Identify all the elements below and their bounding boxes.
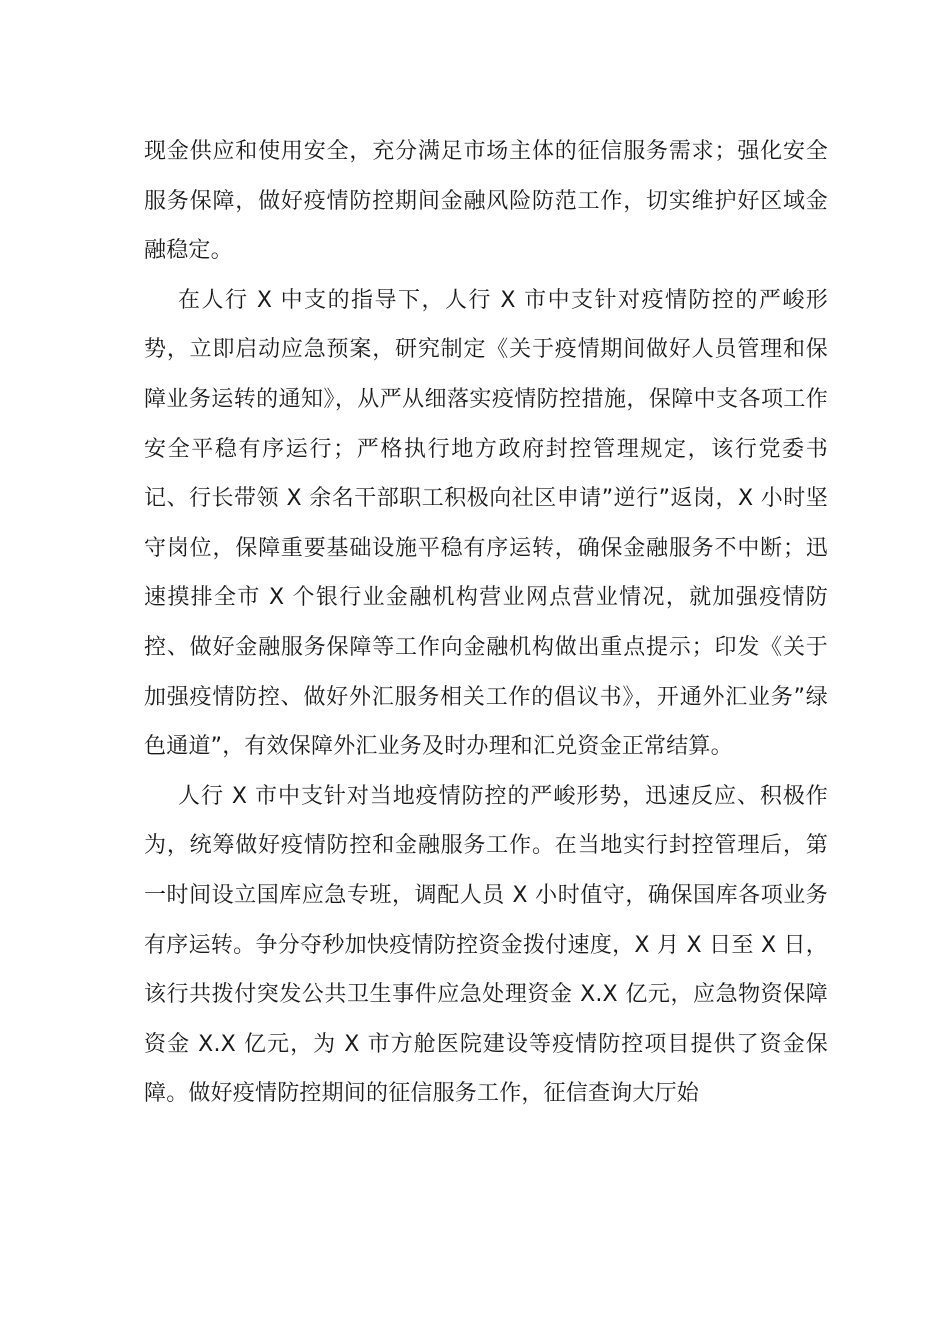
paragraph-3: 人行 X 市中支针对当地疫情防控的严峻形势，迅速反应、积极作为，统筹做好疫情防控和金融服务工作。在当地实行封控管理后，第一时间设立国库应急专班，调配人员 X 小时值守，确保国库各项业务有序运转。争分夺秒加快疫情防控资金拨付速度，X 月 X 日至 X 日，该行共拨付突发公共卫生事件应急处理资金 X.X 亿元，应急物资保障资金 X.X 亿元，为 X 市方舱医院建设等疫情防控项目提供了资金保障。做好疫情防控期间的征信服务工作，征信查询大厅始 — [144, 783, 828, 1107]
paragraph-2: 在人行 X 中支的指导下，人行 X 市中支针对疫情防控的严峻形势，立即启动应急预案，研究制定《关于疫情期间做好人员管理和保障业务运转的通知》，从严从细落实疫情防控措施，保障中支各项工作安全平稳有序运行；严格执行地方政府封控管理规定，该行党委书记、行长带领 X 余名干部职工积极向社区申请”逆行”返岗，X 小时坚守岗位，保障重要基础设施平稳有序运转，确保金融服务不中断；迅速摸排全市 X 个银行业金融机构营业网点营业情况，就加强疫情防控、做好金融服务保障等工作向金融机构做出重点提示；印发《关于加强疫情防控、做好外汇服务相关工作的倡议书》，开通外汇业务”绿色通道”，有效保障外汇业务及时办理和汇兑资金正常结算。 — [144, 287, 828, 760]
paragraph-1: 现金供应和使用安全，充分满足市场主体的征信服务需求；强化安全服务保障，做好疫情防控期间金融风险防范工作，切实维护好区域金融稳定。 — [144, 139, 828, 264]
document-body — [144, 127, 828, 1119]
